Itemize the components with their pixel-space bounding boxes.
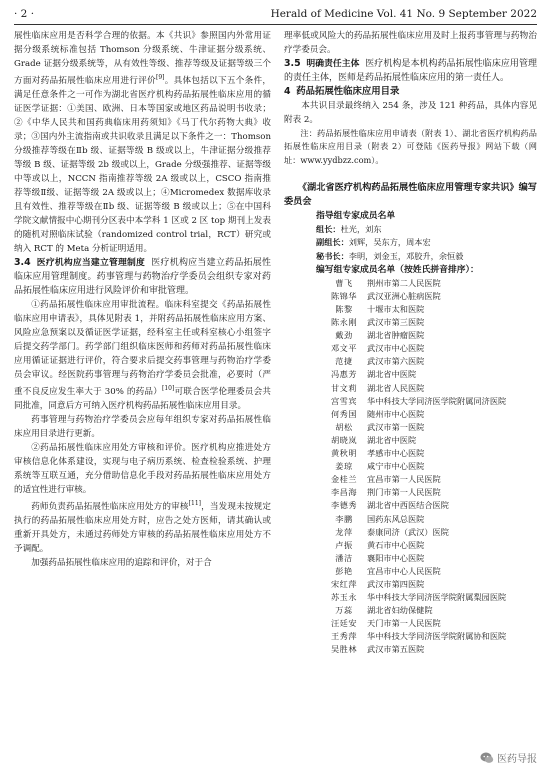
member-row	[284, 421, 537, 434]
member-name: 何秀国	[330, 408, 358, 419]
member-row	[284, 513, 537, 526]
member-row	[284, 591, 537, 604]
member-row	[284, 408, 537, 421]
member-name: 陈永刚	[330, 317, 358, 328]
member-institution: 十堰市太和医院	[367, 304, 425, 315]
wechat-watermark	[480, 750, 537, 765]
member-institution: 武汉市第六医院	[367, 356, 425, 367]
right-column	[284, 29, 537, 769]
member-row	[284, 395, 537, 408]
member-institution: 华中科技大学同济医学院附属同济医院	[367, 395, 507, 406]
member-name: 胡晓岚	[330, 434, 358, 445]
section-3-5-heading: 3.5 明确责任主体 医疗机构是本机构药品拓展性临床应用管理的责任主体，医师是药品拓展性临床应用的第一责任人。	[284, 58, 537, 83]
member-institution: 荆门市第一人民医院	[367, 487, 441, 498]
member-row	[284, 643, 537, 656]
member-name: 李鹏	[335, 513, 353, 524]
citation: [9]	[155, 74, 165, 81]
member-row	[284, 290, 537, 303]
paragraph-approval-process: ①药品拓展性临床应用审批流程。临床科室提交《药品拓展性临床应用申请表》，具体见附表 1，并附药品拓展性临床应用方案、风险应急预案以及循证医学证据，经科室主任或科室核心小组签字后提交药学部门。药学部门组织临床医师和药师对药品拓展性临床应用循证证据进行评价，符合要求后提交药事管理与药物治疗学委员会审议。经医院药事管理与药物治疗学委员会批准，必要时（严重不良反应发生率大于 30% 的药品）[10]可联合医学伦理委员会共同批准，同意后方可纳入医疗机构药品拓展性临床应用目录。	[14, 299, 271, 411]
member-institution: 武汉市中心医院	[367, 343, 425, 354]
member-name: 宫雪宾	[330, 395, 358, 406]
member-name: 戴劲	[335, 330, 353, 341]
member-name: 冯惠芳	[330, 369, 358, 380]
member-row	[284, 630, 537, 643]
paragraph-directory-update: 药事管理与药物治疗学委员会应每年组织专家对药品拓展性临床应用目录进行更新。	[14, 414, 271, 439]
committee-title: 《湖北省医疗机构药品拓展性临床应用管理专家共识》编写委员会	[284, 182, 537, 208]
member-name: 潘洁	[335, 552, 353, 563]
member-name: 胡松	[335, 421, 353, 432]
member-list	[284, 277, 537, 657]
member-institution: 湖北省人民医院	[367, 382, 425, 393]
member-name: 姜琼	[335, 461, 353, 472]
role-secretary-general: 秘书长：李明，刘金玉，邓胶升，余恒毅	[316, 250, 464, 261]
member-institution: 宜昌市中心人民医院	[367, 565, 441, 576]
member-row	[284, 434, 537, 447]
paragraph-evidence-criteria: 展性临床应用是否科学合理的依据。本《共识》参照国内外常用证据分级系统标准包括 Thomson 分级系统、牛津证据分级系统、Grade 证据分级系统等，从有效性等级、推荐等级及证据等级三个方面对药品拓展性临床应用进行评价[9]。具体包括以下五个条件，满足任意条件之一可作为湖北省医疗机构药品拓展性临床应用的循证医学证据：①美国、欧洲、日本等国家或地区药品说明书收录；②《中华人民共和国药典临床用药须知》《马丁代尔药物大典》收录；③国内外主流指南或共识收录且满足以下条件之一：Thomson 分级推荐等级在Ⅱb 级、证据等级 B 级或以上，牛津证据分级推荐等级 B 级、证据等级 2b 级或以上，Grade 分级强推荐、证据等级中等或以上，NCCN 指南推荐等级 2A 级或以上，CSCO 指南推荐等级Ⅱ级、证据等级 2A 级或以上；④Micromedex 数据库收录且有效性、推荐等级在Ⅱb 级、证据等级 B 级或以上；⑤在中国科学院文献情报中心期刊分区表中本学科 1 区或 2 区 top 期刊上发表的随机对照临床试验（randomized control trial，RCT）研究或纳入 RCT 的 Meta 分析证明适用。	[14, 31, 271, 254]
writing-group-title: 编写组专家成员名单（按姓氏拼音排序）：	[316, 264, 479, 275]
member-institution: 天门市第一人民医院	[367, 618, 441, 629]
citation: [11]	[188, 499, 201, 507]
guide-group-title: 指导组专家成员名单	[316, 211, 396, 222]
member-row	[284, 486, 537, 499]
member-institution: 华中科技大学同济医学院附属协和医院	[367, 631, 507, 642]
member-row	[284, 316, 537, 329]
member-name: 苏玉永	[330, 592, 358, 603]
member-row	[284, 303, 537, 316]
member-row	[284, 499, 537, 512]
wechat-bubble-icon	[480, 751, 494, 765]
member-name: 李昌海	[330, 487, 358, 498]
member-row	[284, 329, 537, 342]
member-row	[284, 355, 537, 368]
journal-name: Herald of Medicine Vol. 41 No. 9 September 2022	[270, 8, 537, 20]
role-leader: 组长：杜光，刘东	[316, 224, 382, 235]
member-institution: 国药东风总医院	[367, 513, 425, 524]
member-row	[284, 539, 537, 552]
member-institution: 湖北省中西医结合医院	[367, 500, 449, 511]
member-name: 邓文平	[330, 343, 358, 354]
member-row	[284, 604, 537, 617]
member-row	[284, 382, 537, 395]
paragraph-pharmacist-review: 药师负责药品拓展性临床应用处方的审核[11]，当发现未按规定执行的药品拓展性临床应用处方时，应告之处方医师，请其确认或重新开具处方，未通过药师处方审核的药品拓展性临床应用处方不予调配。	[14, 499, 271, 554]
member-institution: 武汉市第四医院	[367, 578, 425, 589]
member-row	[284, 526, 537, 539]
paragraph-continued: 理率低或风险大的药品拓展性临床应用及时上报药事管理与药物治疗学委员会。	[284, 31, 537, 55]
paragraph-tracking: 加强药品拓展性临床应用的追踪和评价，对于合	[31, 557, 212, 568]
member-institution: 湖北省中医院	[367, 434, 417, 445]
member-name: 宋红萍	[330, 578, 358, 589]
member-name: 汪廷安	[330, 618, 358, 629]
member-name: 曹飞	[335, 277, 353, 288]
member-row	[284, 342, 537, 355]
member-institution: 孝感市中心医院	[367, 448, 425, 459]
member-row	[284, 368, 537, 381]
citation: [10]	[161, 384, 175, 392]
member-row	[284, 565, 537, 578]
member-name: 陈锦华	[330, 290, 358, 301]
left-column	[14, 29, 271, 769]
section-4-heading: 4 药品拓展性临床应用目录	[284, 86, 400, 97]
member-name: 黄秋明	[330, 448, 358, 459]
member-row	[284, 552, 537, 565]
member-name: 范捷	[335, 356, 353, 367]
member-name: 金桂兰	[330, 474, 358, 485]
member-name: 陈黎	[335, 304, 353, 315]
member-name: 王秀萍	[330, 631, 358, 642]
member-institution: 湖北省中医院	[367, 369, 417, 380]
member-institution: 武汉市第五医院	[367, 644, 425, 655]
header-rule	[14, 24, 537, 25]
member-institution: 泰康同济（武汉）医院	[367, 526, 449, 537]
member-institution: 荆州市第二人民医院	[367, 277, 441, 288]
member-institution: 襄阳市中心医院	[367, 552, 425, 563]
member-name: 卢振	[335, 539, 353, 550]
member-institution: 武汉市第三医院	[367, 317, 425, 328]
running-header	[14, 6, 537, 22]
member-row	[284, 473, 537, 486]
paragraph-prescription-review: ②药品拓展性临床应用处方审核和评价。医疗机构应推进处方审核信息化体系建设，实现与电子病历系统、检查检验系统、护理系统等互联互通，充分借助信息化手段对药品拓展性临床应用处方的适宜性进行审核。	[14, 442, 271, 495]
note-appendix: 注：药品拓展性临床应用申请表（附表 1）、湖北省医疗机构药品拓展性临床应用目录（附表 2）可登陆《医药导报》网站下载（网址：www.yydbzz.com）。	[284, 128, 537, 165]
member-institution: 华中科技大学同济医学院附属梨园医院	[367, 592, 507, 603]
page-number: · 2 ·	[14, 8, 35, 20]
member-institution: 湖北省肿瘤医院	[367, 330, 425, 341]
member-institution: 湖北省妇幼保健院	[367, 605, 433, 616]
paragraph-catalog-summary: 本共识目录最终纳入 254 条，涉及 121 种药品，具体内容见附表 2。	[284, 101, 537, 125]
member-institution: 咸宁市中心医院	[367, 461, 425, 472]
member-row	[284, 460, 537, 473]
watermark-text: 医药导报	[497, 754, 537, 765]
member-row	[284, 578, 537, 591]
member-institution: 宜昌市第一人民医院	[367, 474, 441, 485]
member-institution: 随州市中心医院	[367, 408, 425, 419]
member-name: 李德秀	[330, 500, 358, 511]
member-name: 龙萍	[335, 526, 353, 537]
member-row	[284, 447, 537, 460]
member-name: 甘文莉	[330, 382, 358, 393]
section-3-4-heading: 3.4 医疗机构应当建立管理制度 医疗机构应当建立药品拓展性临床应用管理制度。药事管理与药物治疗学委员会组织专家对药品拓展性临床应用进行风险评价和审批管理。	[14, 256, 271, 296]
member-name: 吴胜林	[330, 644, 358, 655]
member-row	[284, 617, 537, 630]
member-institution: 武汉市第一医院	[367, 421, 425, 432]
member-row	[284, 277, 537, 290]
member-institution: 武汉亚洲心脏病医院	[367, 290, 441, 301]
member-name: 万蕊	[335, 605, 353, 616]
member-institution: 黄石市中心医院	[367, 539, 425, 550]
member-name: 彭艳	[335, 565, 353, 576]
role-deputy-leader: 副组长：刘辉，吴东方，周本宏	[316, 237, 431, 248]
